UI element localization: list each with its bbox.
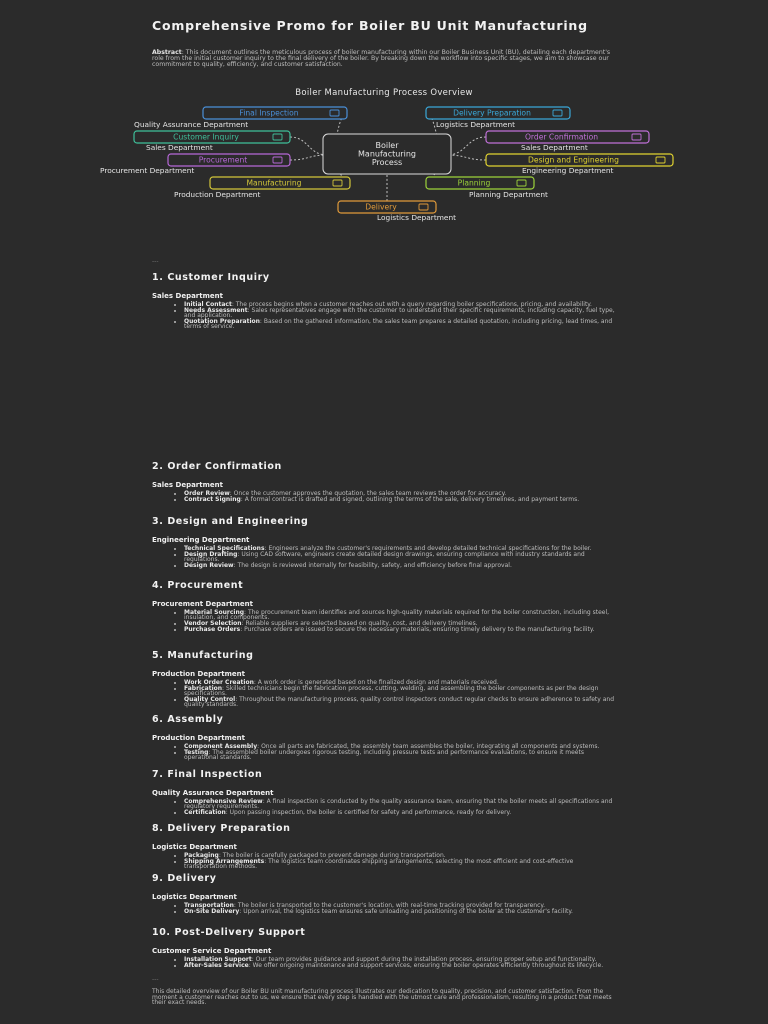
list-item-text: : The design is reviewed internally for feasibility, safety, and efficiency before final approval. [233, 562, 512, 569]
list-item-term: After-Sales Service [184, 961, 249, 969]
list-item [184, 859, 618, 870]
section-heading: 8. Delivery Preparation [152, 823, 291, 834]
list-item-text: : We offer ongoing maintenance and support services, ensuring the boiler operates efficiently throughout its lifecycle. [248, 961, 604, 969]
diagram-title: Boiler Manufacturing Process Overview [295, 88, 473, 98]
process-node [100, 154, 290, 175]
process-node [486, 131, 649, 152]
process-node-label: Customer Inquiry [173, 132, 239, 142]
list-item [184, 319, 618, 330]
process-node [486, 154, 673, 175]
process-node [174, 177, 350, 199]
list-item-term: Initial Contact [184, 301, 232, 308]
department-heading: Engineering Department [152, 536, 250, 544]
list-item [184, 308, 618, 319]
list-item-text: : Once all parts are fabricated, the assembly team assembles the boiler, integrating all components and systems. [257, 743, 600, 750]
list-item-term: Testing [184, 748, 209, 756]
list-item [184, 963, 618, 968]
section [152, 272, 618, 330]
list-item-term: Certification [184, 809, 226, 817]
list-item [184, 697, 618, 708]
process-node-label: Design and Engineering [528, 155, 619, 165]
list-item-text: : Upon passing inspection, the boiler is certified for safety and performance, ready for delivery. [225, 809, 512, 817]
department-label: Procurement Department [100, 166, 195, 175]
process-node-label: Manufacturing [246, 178, 302, 188]
list-item [184, 909, 618, 914]
list-item-term: Vendor Selection [184, 620, 242, 628]
conclusion-paragraph: This detailed overview of our Boiler BU unit manufacturing process illustrates our dedication to quality, precision, and customer satisfaction. From the moment a customer reaches out to us, we ensure that every step is handled with the utmost care and professionalism, resulting in a product that meets their exact needs. [152, 988, 612, 1007]
list-item-text: : Engineers analyze the customer's requirements and develop detailed technical specifications for the boiler. [264, 545, 592, 552]
list-item-text: : A final inspection is conducted by the quality assurance team, ensuring that the boiler meets all specifications and regulatory requirements. [184, 798, 613, 811]
process-node-label: Final Inspection [239, 108, 299, 118]
list-item-term: Quotation Preparation [184, 318, 260, 325]
bullet-list [152, 546, 618, 568]
section-heading: 2. Order Confirmation [152, 461, 282, 472]
department-label: Logistics Department [436, 120, 516, 129]
center-node-label: Boiler [375, 141, 399, 150]
list-item-text: : Skilled technicians begin the fabrication process, cutting, welding, and assembling the boiler components as per the design specifications. [184, 684, 599, 698]
section-heading: 4. Procurement [152, 580, 244, 591]
list-item [184, 627, 618, 632]
section-heading: 10. Post-Delivery Support [152, 927, 306, 938]
center-node-label: Process [371, 158, 403, 167]
section [152, 650, 618, 708]
list-item-text: : Throughout the manufacturing process, quality control inspectors conduct regular checks to ensure adherence to safety and quality standards. [184, 696, 614, 709]
bullet-list [152, 610, 618, 632]
list-item-term: Component Assembly [184, 743, 258, 750]
process-node [134, 131, 290, 152]
list-item-text: : A formal contract is drafted and signed, outlining the terms of the sale, delivery timelines, and payment terms. [240, 495, 580, 503]
department-heading: Logistics Department [152, 893, 237, 901]
list-item-term: Design Drafting [184, 550, 238, 558]
list-item-text: : The process begins when a customer reaches out with a query regarding boiler specifications, pricing, and availability. [231, 301, 592, 308]
section [152, 927, 618, 969]
list-item-term: Material Sourcing [184, 609, 245, 616]
process-node [338, 201, 456, 222]
section-heading: 7. Final Inspection [152, 769, 263, 780]
list-item-term: Needs Assessment [184, 306, 248, 314]
department-label: Quality Assurance Department [134, 120, 249, 129]
department-heading: Production Department [152, 734, 245, 742]
page-title: Comprehensive Promo for Boiler BU Unit Manufacturing [152, 18, 588, 33]
department-label: Logistics Department [377, 213, 457, 222]
bullet-list [152, 903, 618, 914]
process-node-label: Delivery [365, 202, 397, 212]
list-item-text: : Using CAD software, engineers create detailed design drawings, ensuring compliance with industry standards and regulations. [184, 550, 585, 564]
list-item-term: Comprehensive Review [184, 798, 263, 805]
connector-line [447, 137, 486, 155]
list-item-term: Technical Specifications [184, 545, 265, 552]
process-node [426, 107, 570, 129]
list-item-term: Shipping Arrangements [184, 857, 265, 865]
section [152, 823, 618, 870]
list-item-text: : The boiler is transported to the customer's location, with real-time tracking provided for transparency. [233, 902, 545, 909]
process-node-label: Procurement [198, 155, 248, 165]
bullet-list [152, 302, 618, 330]
list-item-text: : Reliable suppliers are selected based on quality, cost, and delivery timelines. [241, 620, 478, 628]
section-heading: 6. Assembly [152, 714, 224, 725]
section [152, 769, 618, 816]
department-heading: Production Department [152, 670, 245, 678]
section [152, 580, 618, 633]
list-item [184, 610, 618, 621]
list-item-text: : The logistics team coordinates shipping arrangements, selecting the most efficient and cost-effective transportation methods. [184, 857, 574, 871]
list-item [184, 497, 618, 502]
list-item-text: : A work order is generated based on the finalized design and materials received. [253, 679, 499, 686]
list-item-text: : The procurement team identifies and sources high-quality materials required for the boiler construction, including steel, insulation, and components. [184, 609, 610, 622]
section [152, 461, 618, 503]
section [152, 516, 618, 569]
list-item [184, 563, 618, 568]
list-item-text: : Sales representatives engage with the customer to understand their specific requirements, including capacity, fuel type, and application. [184, 306, 615, 320]
list-item [184, 810, 618, 815]
connector-line [447, 155, 486, 160]
list-item-text: : The assembled boiler undergoes rigorous testing, including pressure tests and performance evaluations, to ensure it meets operational standards. [184, 748, 584, 762]
department-heading: Procurement Department [152, 600, 253, 608]
connector-line [290, 137, 327, 155]
section-heading: 9. Delivery [152, 873, 217, 884]
section-heading: 3. Design and Engineering [152, 516, 309, 527]
list-item-text: : The boiler is carefully packaged to prevent damage during transportation. [218, 852, 446, 859]
abstract [152, 50, 616, 69]
bullet-list [152, 799, 618, 816]
bullet-list [152, 853, 618, 870]
abstract-text: : This document outlines the meticulous process of boiler manufacturing within our Boiler Business Unit (BU), detailing each department's role from the initial customer inquiry to the final delivery of the boiler. By breaking down the workflow into specific stages, we aim to showcase our commitment to quality, efficiency, and customer satisfaction. [152, 49, 611, 69]
process-node-label: Delivery Preparation [453, 108, 531, 118]
abstract-label: Abstract [152, 49, 182, 56]
section-heading: 1. Customer Inquiry [152, 272, 270, 283]
bullet-list [152, 491, 618, 502]
bullet-list [152, 957, 618, 968]
separator: --- [152, 976, 159, 983]
department-label: Sales Department [521, 143, 588, 152]
department-heading: Sales Department [152, 292, 223, 300]
department-heading: Logistics Department [152, 843, 237, 851]
process-node-label: Order Confirmation [524, 132, 599, 142]
list-item-term: Purchase Orders [184, 626, 241, 633]
list-item-text: : Upon arrival, the logistics team ensures safe unloading and positioning of the boiler at the customer's facility. [239, 907, 573, 915]
list-item-term: On-Site Delivery [184, 907, 240, 915]
list-item-term: Installation Support [184, 956, 252, 963]
list-item [184, 799, 618, 810]
department-label: Production Department [174, 190, 261, 199]
list-item-term: Transportation [184, 902, 234, 909]
department-heading: Customer Service Department [152, 947, 272, 955]
process-node [426, 177, 548, 199]
list-item-text: : Based on the gathered information, the sales team prepares a detailed quotation, including pricing, lead times, and terms of service. [184, 318, 613, 331]
list-item-term: Packaging [184, 852, 219, 859]
list-item-text: : Once the customer approves the quotation, the sales team reviews the order for accuracy. [229, 490, 507, 497]
department-label: Engineering Department [522, 166, 614, 175]
center-node-label: Manufacturing [358, 149, 416, 159]
separator: --- [152, 258, 159, 265]
department-label: Planning Department [469, 190, 548, 199]
list-item-term: Quality Control [184, 696, 236, 703]
list-item-term: Order Review [184, 490, 230, 497]
list-item [184, 686, 618, 697]
section [152, 714, 618, 761]
list-item [184, 750, 618, 761]
list-item-term: Contract Signing [184, 495, 241, 503]
department-heading: Quality Assurance Department [152, 789, 274, 797]
department-heading: Sales Department [152, 481, 223, 489]
bullet-list [152, 680, 618, 708]
list-item-text: : Our team provides guidance and support during the installation process, ensuring proper setup and functionality. [251, 956, 597, 963]
section-heading: 5. Manufacturing [152, 650, 254, 661]
list-item-term: Work Order Creation [184, 679, 254, 686]
list-item-term: Design Review [184, 562, 234, 569]
list-item-text: : Purchase orders are issued to secure the necessary materials, ensuring timely delivery to the manufacturing facility. [240, 626, 595, 633]
list-item [184, 552, 618, 563]
process-node-label: Planning [457, 178, 491, 188]
connector-line [290, 155, 327, 160]
process-diagram [0, 100, 768, 230]
list-item-term: Fabrication [184, 684, 223, 692]
bullet-list [152, 744, 618, 761]
process-node [134, 107, 347, 129]
department-label: Sales Department [146, 143, 213, 152]
section [152, 873, 618, 915]
